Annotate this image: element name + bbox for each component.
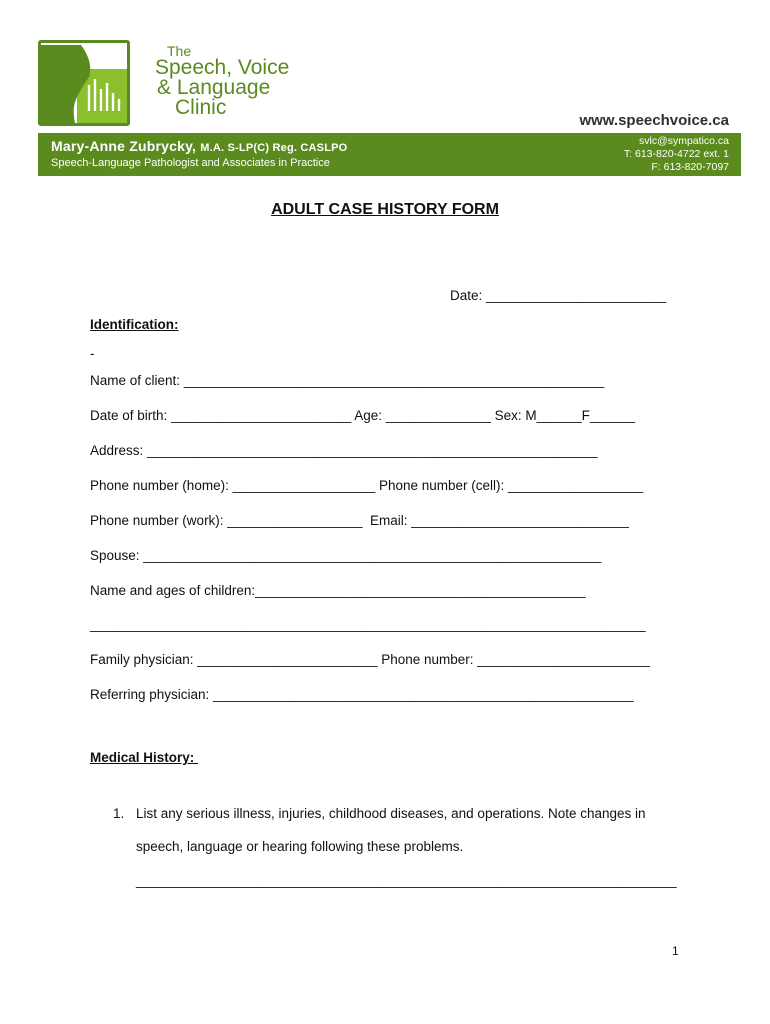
family-physician-field[interactable]: Family physician: ________________________ Phone number: _______________________: [90, 652, 650, 667]
practitioner-name-text: Mary-Anne Zubrycky,: [51, 138, 197, 154]
date-field[interactable]: Date: ________________________: [450, 288, 667, 303]
practitioner-name: [51, 138, 347, 154]
page-number: 1: [672, 944, 679, 958]
practitioner-credentials: M.A. S-LP(C) Reg. CASLPO: [200, 142, 348, 154]
clinic-name: [155, 44, 289, 118]
contact-email: svlc@sympatico.ca: [638, 135, 729, 147]
section-heading-identification: Identification:: [90, 317, 179, 332]
address-field[interactable]: Address: ____________________________________________________________: [90, 443, 598, 458]
birth-age-sex-field[interactable]: Date of birth: ________________________ Age: ______________ Sex: M______F______: [90, 408, 635, 423]
website-url: www.speechvoice.ca: [579, 112, 729, 129]
contact-fax: F: 613-820-7097: [651, 161, 729, 173]
contact-info: [624, 135, 729, 174]
spouse-field[interactable]: Spouse: _____________________________________________________________: [90, 548, 602, 563]
form-title: ADULT CASE HISTORY FORM: [271, 201, 499, 218]
clinic-logo: [38, 40, 130, 126]
speech-waves-icon: [41, 43, 127, 123]
referring-physician-field[interactable]: Referring physician: ________________________________________________________: [90, 687, 634, 702]
contact-phone: T: 613-820-4722 ext. 1: [623, 148, 729, 160]
answer-line[interactable]: ________________________________________________________________________: [136, 873, 677, 888]
clinic-name-line: Clinic: [175, 96, 227, 119]
practitioner-subtitle: Speech-Language Pathologist and Associates in Practice: [51, 157, 330, 169]
phone-home-cell-field[interactable]: Phone number (home): ___________________ Phone number (cell): __________________: [90, 478, 644, 493]
question-text-continued: speech, language or hearing following these problems.: [136, 839, 464, 854]
clinic-name-line: Speech, Voice: [155, 56, 290, 79]
question-text: List any serious illness, injuries, childhood diseases, and operations. Note changes in: [136, 806, 646, 821]
dash-marker: -: [90, 346, 95, 361]
list-number: 1.: [113, 806, 125, 821]
client-name-field[interactable]: Name of client: ________________________________________________________: [90, 373, 605, 388]
header-banner: [38, 133, 741, 176]
clinic-name-line: The: [167, 43, 192, 59]
children-field[interactable]: Name and ages of children:____________________________________________: [90, 583, 586, 598]
section-heading-medical-history: Medical History:: [90, 750, 199, 765]
phone-work-email-field[interactable]: Phone number (work): __________________ Email: _____________________________: [90, 513, 629, 528]
clinic-name-line: & Language: [157, 76, 271, 99]
children-continuation-field[interactable]: __________________________________________________________________________: [90, 617, 646, 632]
